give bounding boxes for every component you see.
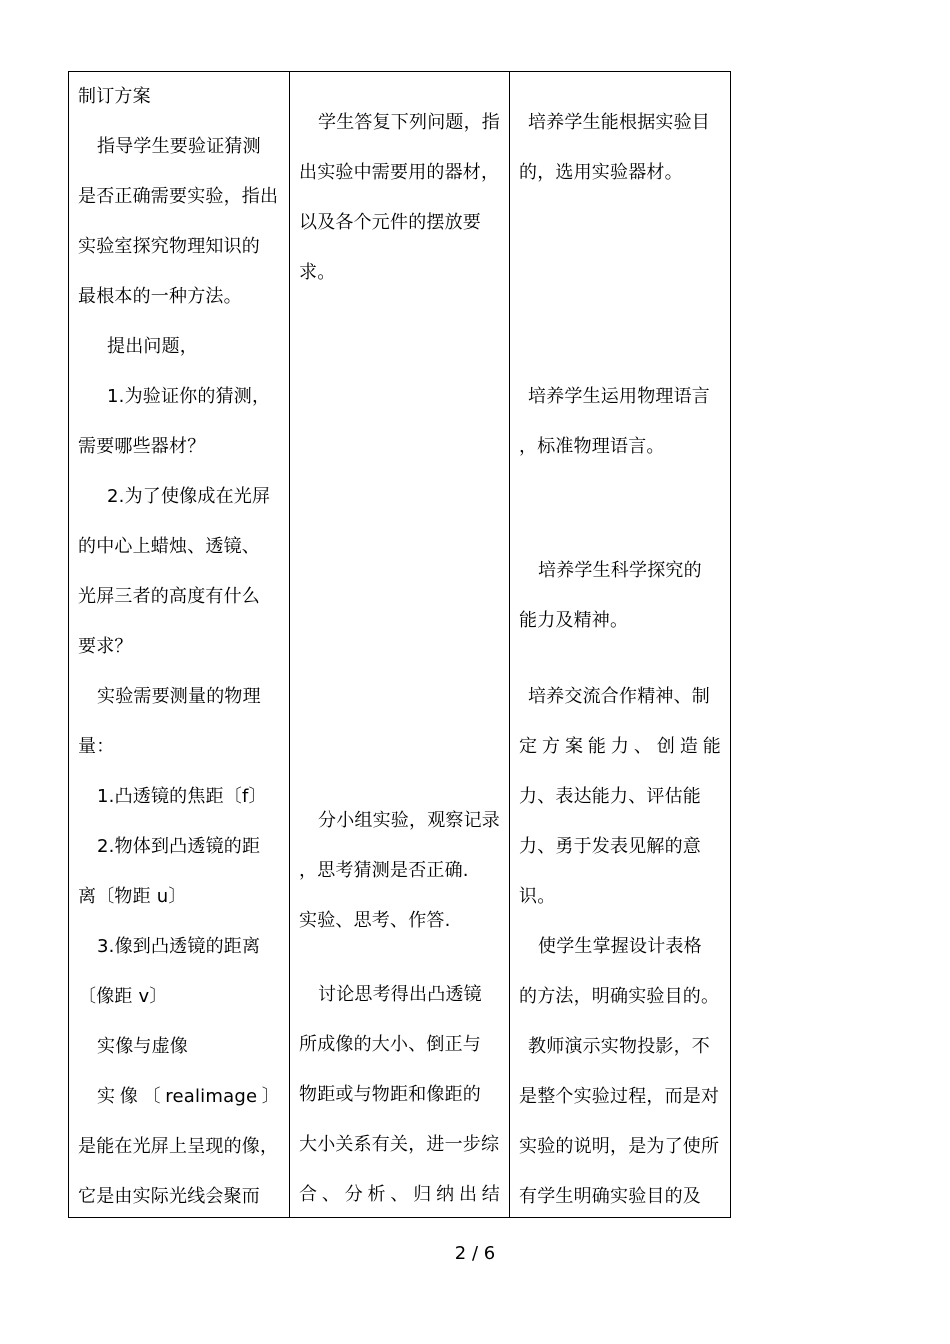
table-text-line: 力、表达能力、评估能 (519, 786, 701, 807)
table-text-line: 使学生掌握设计表格 (538, 936, 702, 957)
table-text-line: 力、勇于发表见解的意 (519, 836, 701, 857)
table-text-line: 的中心上蜡烛、透镜、 (78, 536, 260, 557)
table-text-line: 量： (78, 736, 115, 757)
table-text-line: 1.为验证你的猜测， (107, 386, 271, 407)
table-text-line: 光屏三者的高度有什么 (78, 586, 260, 607)
table-text-line: 定方案能力、创造能 (519, 736, 721, 757)
student-activity-column (290, 72, 510, 1217)
table-text-line: ，标准物理语言。 (519, 436, 665, 457)
table-text-line: 是整个实验过程，而是对 (519, 1086, 720, 1107)
table-text-line: 离〔物距 u〕 (78, 886, 187, 907)
table-text-line: 以及各个元件的摆放要 (299, 212, 481, 233)
table-text-line: 要求？ (78, 636, 133, 657)
table-text-line: 大小关系有关，进一步综 (299, 1134, 500, 1155)
table-text-line: 出实验中需要用的器材， (299, 162, 500, 183)
table-text-line: 培养学生科学探究的 (538, 560, 702, 581)
table-text-line: 求。 (299, 262, 336, 283)
table-text-line: 需要哪些器材？ (78, 436, 206, 457)
table-text-line: 分小组实验，观察记录 (318, 810, 500, 831)
table-text-line: 有学生明确实验目的及 (519, 1186, 701, 1207)
table-text-line: 的方法，明确实验目的。 (519, 986, 720, 1007)
table-text-line: 3.像到凸透镜的距离 (97, 936, 261, 957)
table-text-line: 的，选用实验器材。 (519, 162, 683, 183)
table-text-line: 最根本的一种方法。 (78, 286, 242, 307)
table-text-line: 是能在光屏上呈现的像， (78, 1136, 279, 1157)
table-text-line: 识。 (519, 886, 556, 907)
lesson-plan-table (68, 71, 731, 1218)
table-text-line: 讨论思考得出凸透镜 (318, 984, 482, 1005)
table-text-line: 实验需要测量的物理 (97, 686, 261, 707)
table-text-line: 培养交流合作精神、制 (528, 686, 710, 707)
page-number: 2 / 6 (454, 1243, 496, 1264)
table-text-line: 所成像的大小、倒正与 (299, 1034, 481, 1055)
table-text-line: 〔像距 v〕 (78, 986, 168, 1007)
table-text-line: 能力及精神。 (519, 610, 629, 631)
table-text-line: 培养学生运用物理语言 (528, 386, 710, 407)
table-text-line: 提出问题， (107, 336, 198, 357)
table-text-line: 2.物体到凸透镜的距 (97, 836, 261, 857)
table-text-line: 实像〔realimage〕 (97, 1086, 280, 1107)
table-text-line: 制订方案 (78, 86, 151, 107)
table-text-line: 学生答复下列问题，指 (318, 112, 500, 133)
table-text-line: 实验、思考、作答. (299, 910, 451, 931)
table-text-line: 它是由实际光线会聚而 (78, 1186, 260, 1207)
table-text-line: 实像与虚像 (97, 1036, 188, 1057)
table-text-line: 物距或与物距和像距的 (299, 1084, 481, 1105)
table-text-line: 2.为了使像成在光屏 (107, 486, 271, 507)
table-text-line: 实验的说明，是为了使所 (519, 1136, 720, 1157)
table-text-line: 实验室探究物理知识的 (78, 236, 260, 257)
table-text-line: ，思考猜测是否正确. (299, 860, 469, 881)
table-text-line: 1.凸透镜的焦距〔f〕 (97, 786, 267, 807)
design-intent-column (510, 72, 730, 1217)
table-text-line: 教师演示实物投影，不 (528, 1036, 710, 1057)
table-text-line: 培养学生能根据实验目 (528, 112, 710, 133)
teacher-activity-column (69, 72, 290, 1217)
table-text-line: 指导学生要验证猜测 (97, 136, 261, 157)
table-text-line: 是否正确需要实验，指出 (78, 186, 279, 207)
table-text-line: 合、分析、归纳出结 (299, 1184, 500, 1205)
